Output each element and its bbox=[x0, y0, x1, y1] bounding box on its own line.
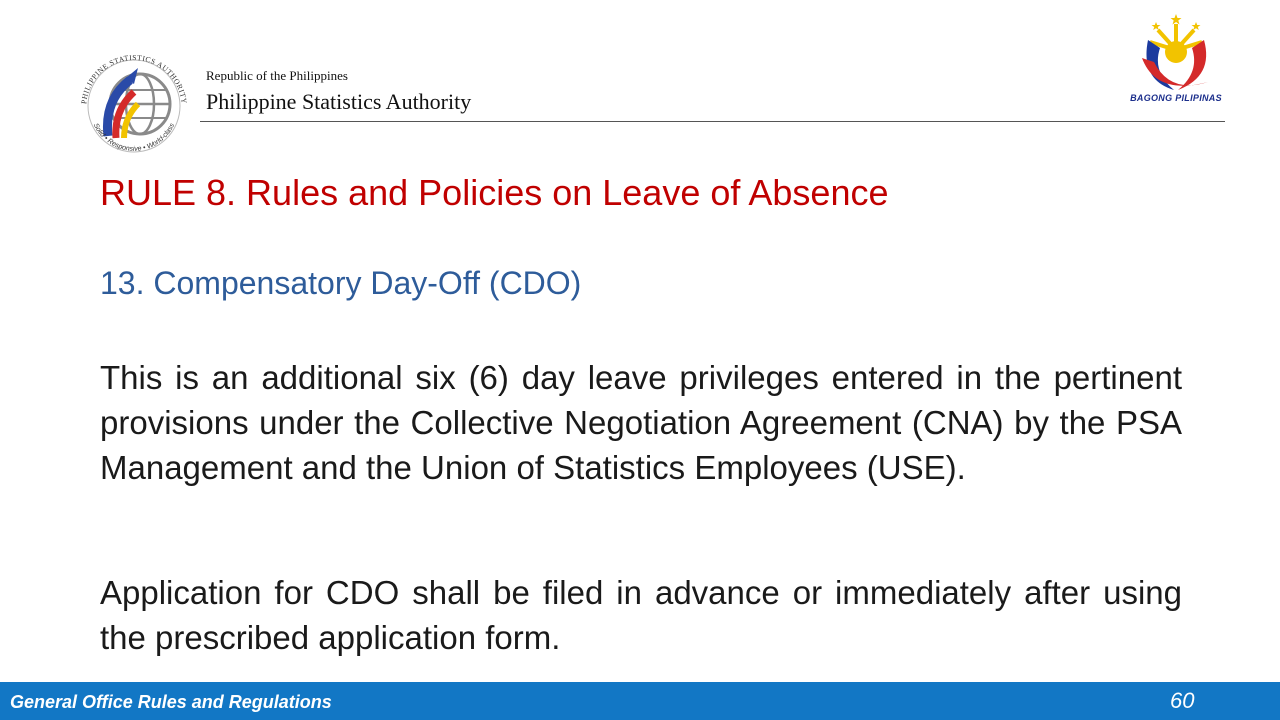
footer-title: General Office Rules and Regulations bbox=[10, 692, 332, 712]
star-icon bbox=[1171, 14, 1182, 25]
footer-bar bbox=[0, 682, 1280, 720]
psa-logo-motto: Solid • Responsive • World-class bbox=[91, 122, 177, 153]
rule-title: RULE 8. Rules and Policies on Leave of Absence bbox=[100, 172, 889, 213]
bagong-pilipinas-label: BAGONG PILIPINAS bbox=[1130, 93, 1222, 103]
page-number: 60 bbox=[1170, 688, 1195, 713]
header-divider bbox=[200, 121, 1225, 122]
republic-label: Republic of the Philippines bbox=[206, 68, 348, 83]
psa-logo bbox=[68, 38, 200, 170]
body-paragraph: Application for CDO shall be filed in advance or immediately after using the prescribed application form. bbox=[100, 574, 1182, 656]
section-heading: 13. Compensatory Day-Off (CDO) bbox=[100, 265, 582, 301]
body-paragraph: This is an additional six (6) day leave privileges entered in the pertinent provisions under the Collective Negotiation Agreement (CNA) by the PSA Management and the Union of Statistics Employees (USE). bbox=[100, 359, 1182, 486]
star-icon bbox=[1192, 22, 1201, 30]
star-icon bbox=[1152, 22, 1161, 30]
psa-logo-arc-text: PHILIPPINE STATISTICS AUTHORITY bbox=[79, 52, 189, 105]
authority-label: Philippine Statistics Authority bbox=[206, 89, 472, 114]
header-text bbox=[206, 68, 471, 115]
